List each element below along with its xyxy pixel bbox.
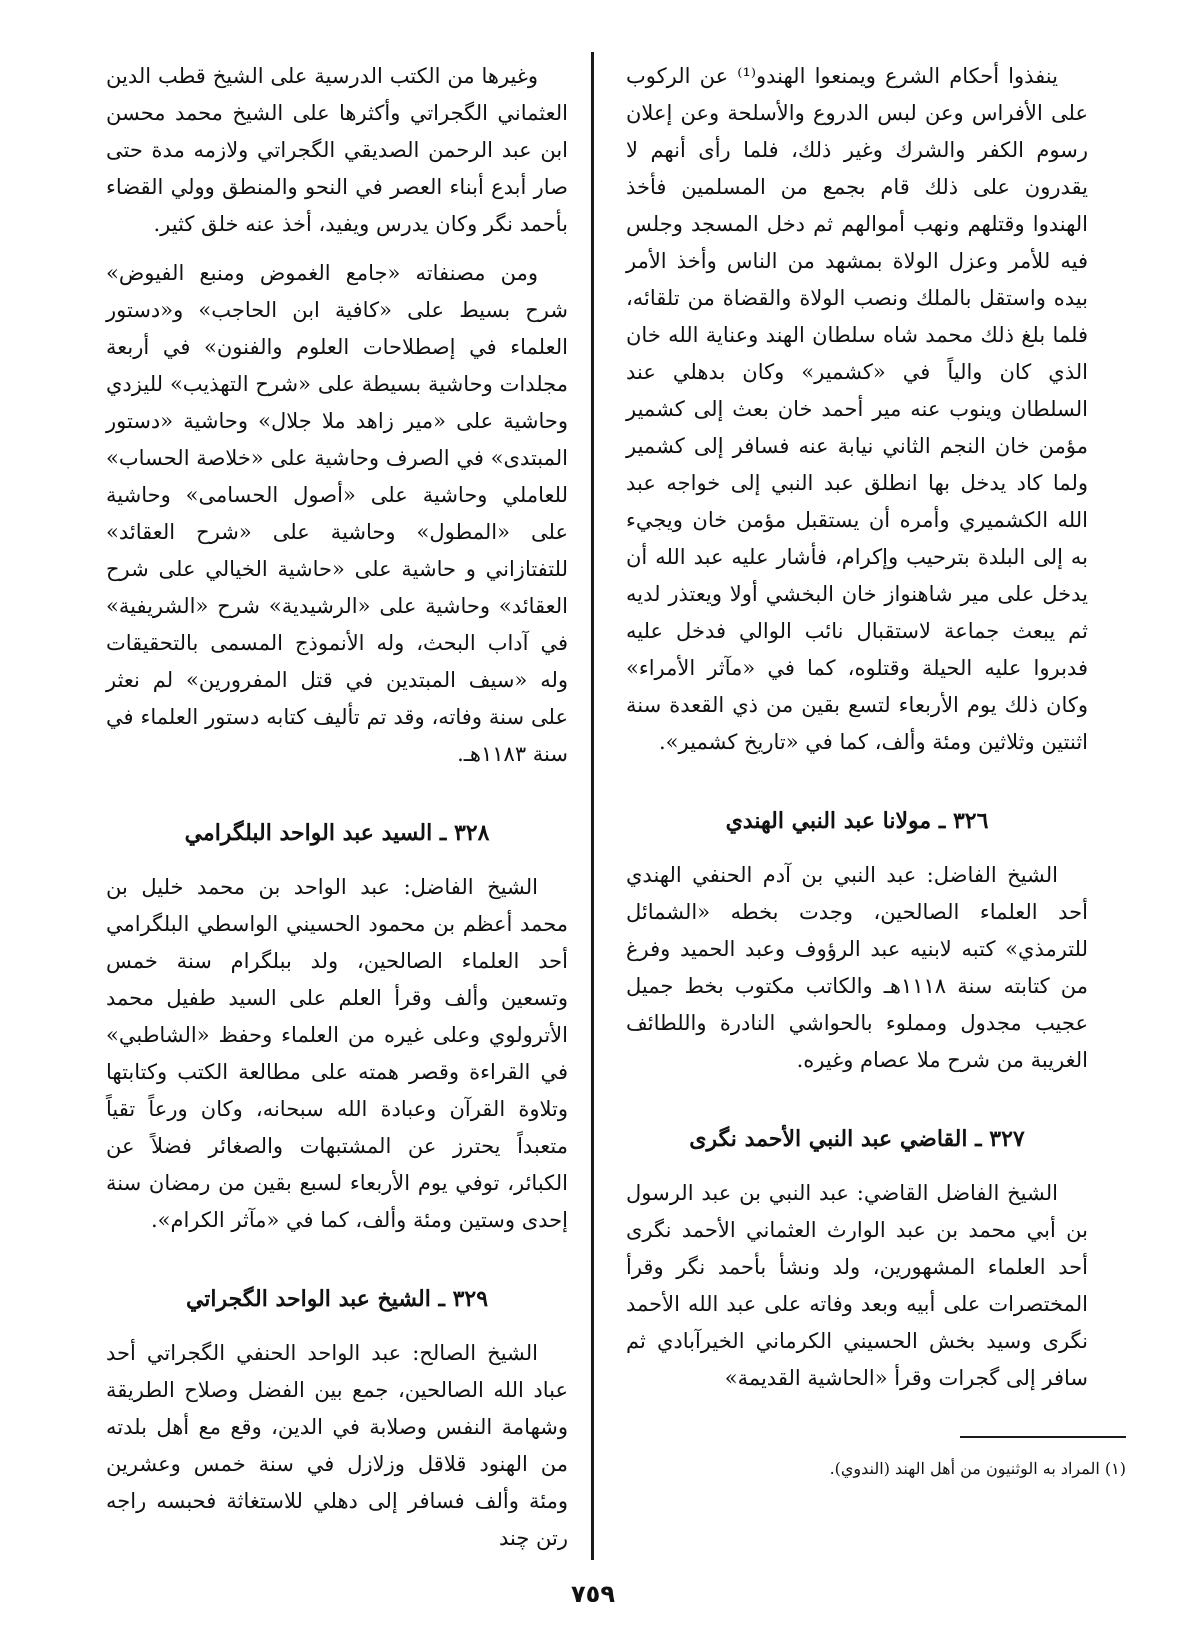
column-divider: [591, 52, 594, 1560]
footnote: (١) المراد به الوثنيون من أهل الهند (الندوي).: [829, 1459, 1126, 1478]
paragraph: الشيخ الفاضل: عبد الواحد بن محمد خليل بن محمد أعظم بن محمود الحسيني الواسطي البلگرامي أحد العلماء الصالحين، ولد ببلگرام سنة خمس وتسعين وألف وقرأ العلم على السيد طفيل محمد الأترولوي وعلى غيره من العلماء وحفظ «الشاطبي» في القراءة وقصر همته على مطالعة الكتب وكتابتها وتلاوة القرآن وعبادة الله سبحانه، وكان ورعاً تقياً متعبداً يحترز عن المشتبهات والصغائر فضلاً عن الكبائر، توفي يوم الأربعاء لسبع بقين من رمضان سنة إحدى وستين ومئة وألف، كما في «مآثر الكرام».: [106, 875, 568, 1232]
footnote-rule: [960, 1436, 1126, 1438]
left-column: [106, 58, 568, 1557]
page-number: ٧٥٩: [571, 1580, 615, 1608]
entry-heading-328: ٣٢٨ ـ السيد عبد الواحد البلگرامي: [184, 820, 490, 846]
paragraph: وغيرها من الكتب الدرسية على الشيخ قطب الدين العثماني الگجراتي وأكثرها على الشيخ محمد محسن ابن عبد الرحمن الصديقي الگجراتي ولازمه مدة حتى صار أبدع أبناء العصر في النحو والمنطق وولي القضاء بأحمد نگر وكان يدرس ويفيد، أخذ عنه خلق كثير.: [106, 64, 568, 236]
entry-heading-329: ٣٢٩ ـ الشيخ عبد الواحد الگجراتي: [185, 1286, 489, 1312]
paragraph: ومن مصنفاته «جامع الغموض ومنبع الفيوض» شرح بسيط على «كافية ابن الحاجب» و«دستور العلماء في إصطلاحات العلوم والفنون» في أربعة مجلدات وحاشية بسيطة على «شرح التهذيب» لليزدي وحاشية على «مير زاهد ملا جلال» وحاشية «دستور المبتدى» في الصرف وحاشية على «خلاصة الحساب» للعاملي وحاشية على «أصول الحسامى» وحاشية على «المطول» وحاشية على «شرح العقائد» للتفتازاني و حاشية على «حاشية الخيالي على شرح العقائد» وحاشية على «الرشيدية» شرح «الشريفية» في آداب البحث، وله الأنموذج المسمى بالتحقيقات وله «سيف المبتدين في قتل المفرورين» لم نعثر على سنة وفاته، وقد تم تأليف كتابه دستور العلماء في سنة ١١٨٣هـ.: [106, 261, 568, 766]
paragraph: الشيخ الفاضل القاضي: عبد النبي بن عبد الرسول بن أبي محمد بن عبد الوارث العثماني الأحمد نگرى أحد العلماء المشهورين، ولد ونشأ بأحمد نگر وقرأ المختصرات على أبيه وبعد وفاته على عبد الله الأحمد نگرى وسيد بخش الحسيني الكرماني الخيرآبادي ثم سافر إلى گجرات وقرأ «الحاشية القديمة»: [626, 1181, 1088, 1390]
entry-heading-327: ٣٢٧ ـ القاضي عبد النبي الأحمد نگرى: [689, 1126, 1025, 1152]
right-column: [626, 58, 1088, 1397]
paragraph: الشيخ الفاضل: عبد النبي بن آدم الحنفي الهندي أحد العلماء الصالحين، وجدت بخطه «الشمائل للترمذي» كتبه لابنيه عبد الرؤوف وعبد الحميد وفرغ من كتابته سنة ١١١٨هـ والكاتب مكتوب بخط جميل عجيب مجدول ومملوء بالحواشي النادرة واللطائف الغريبة من شرح ملا عصام وغيره.: [626, 863, 1088, 1072]
paragraph: الشيخ الصالح: عبد الواحد الحنفي الگجراتي أحد عباد الله الصالحين، جمع بين الفضل وصلاح الطريقة وشهامة النفس وصلابة في الدين، وقع مع أهل بلدته من الهنود قلاقل وزلازل في سنة خمس وعشرين ومئة وألف فسافر إلى دهلي للاستغاثة فحبسه راجه رتن چند: [106, 1341, 568, 1550]
entry-heading-326: ٣٢٦ ـ مولانا عبد النبي الهندي: [725, 808, 989, 834]
paragraph: ينفذوا أحكام الشرع ويمنعوا الهندو⁽¹⁾ عن الركوب على الأفراس وعن لبس الدروع والأسلحة وعن إعلان رسوم الكفر والشرك وغير ذلك، فلما رأى أنهم لا يقدرون على ذلك قام بجمع من المسلمين فأخذ الهندوا وقتلهم ونهب أموالهم ثم دخل المسجد وجلس فيه للأمر وعزل الولاة بمشهد من الناس وأخذ الأمر بيده واستقل بالملك ونصب الولاة والقضاة من تلقائه، فلما بلغ ذلك محمد شاه سلطان الهند وعناية الله خان الذي كان والياً في «كشمير» وكان بدهلي عند السلطان وينوب عنه مير أحمد خان بعث إلى كشمير مؤمن خان النجم الثاني نيابة عنه فسافر إلى كشمير ولما كاد يدخل بها انطلق عبد النبي إلى خواجه عبد الله الكشميري وأمره أن يستقبل مؤمن خان ويجيء به إلى البلدة بترحيب وإكرام، فأشار عليه عبد الله أن يدخل على مير شاهنواز خان البخشي أولا ويعتذر لديه ثم يبعث جماعة لاستقبال نائب الوالي فدخل عليه فدبروا عليه الحيلة وقتلوه، كما في «مآثر الأمراء» وكان ذلك يوم الأربعاء لتسع بقين من ذي القعدة سنة اثنتين وثلاثين ومئة وألف، كما في «تاريخ كشمير».: [626, 64, 1088, 754]
